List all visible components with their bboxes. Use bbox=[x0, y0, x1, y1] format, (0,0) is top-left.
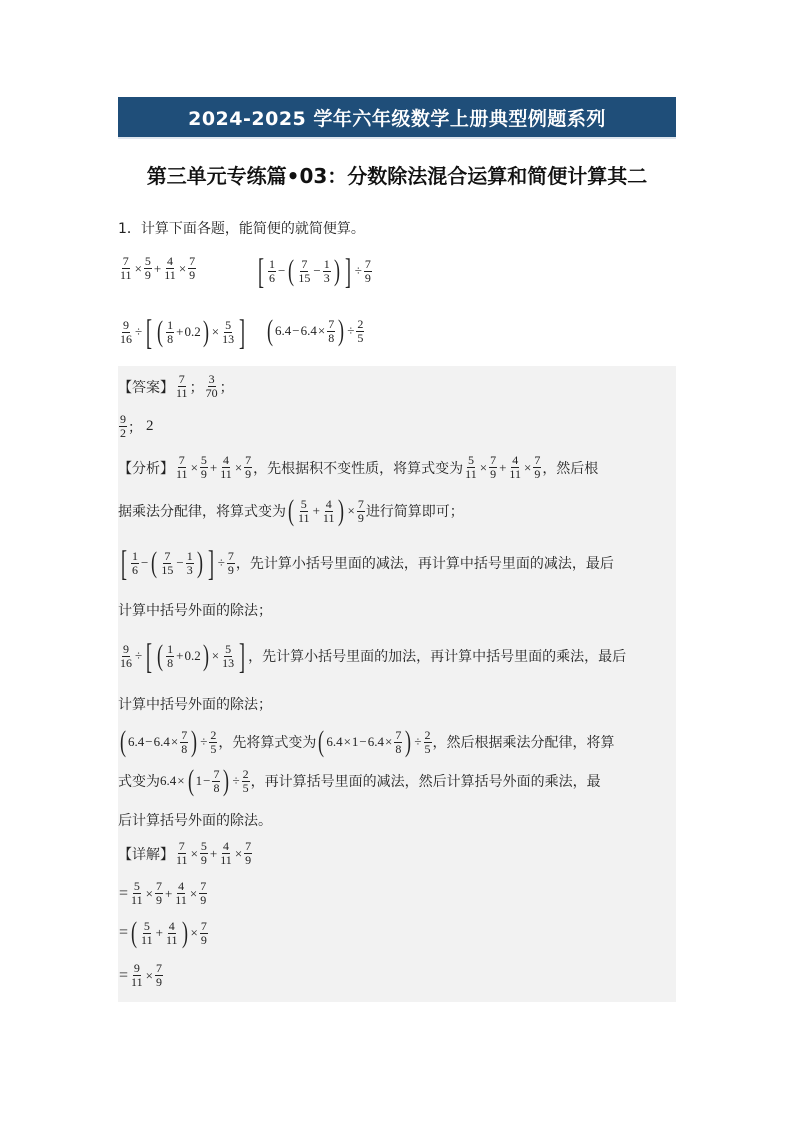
left-bracket: [ bbox=[146, 636, 153, 676]
fraction bbox=[242, 768, 250, 795]
equals-sign: = bbox=[119, 884, 129, 902]
problem-4-expression bbox=[265, 316, 365, 346]
analysis-text: 进行简算即可； bbox=[365, 504, 464, 520]
numerator: 7 bbox=[364, 256, 371, 271]
times-sign: × bbox=[145, 885, 153, 901]
numerator: 9 bbox=[123, 317, 129, 332]
numerator: 5 bbox=[144, 254, 151, 268]
denominator: 9 bbox=[364, 270, 371, 285]
fraction bbox=[209, 729, 217, 756]
denominator: 8 bbox=[395, 741, 402, 756]
left-paren: ( bbox=[157, 639, 164, 672]
numerator: 7 bbox=[181, 727, 188, 742]
number: 6.4 bbox=[275, 323, 292, 338]
numerator: 9 bbox=[133, 961, 140, 975]
numerator: 1 bbox=[269, 256, 275, 271]
numerator: 4 bbox=[178, 879, 185, 893]
times-sign: × bbox=[317, 323, 326, 338]
times-sign: × bbox=[190, 925, 198, 940]
numerator: 1 bbox=[167, 641, 174, 656]
right-bracket: ] bbox=[207, 543, 214, 583]
denominator: 9 bbox=[490, 467, 497, 481]
divide-sign: ÷ bbox=[414, 734, 422, 749]
denominator: 15 bbox=[298, 270, 311, 285]
denominator: 2 bbox=[120, 426, 126, 440]
denominator: 3 bbox=[186, 562, 193, 577]
analysis-text: 据乘法分配律，将算式变为 bbox=[118, 504, 286, 520]
denominator: 8 bbox=[181, 741, 188, 756]
numerator: 7 bbox=[328, 316, 335, 331]
question-text: 1．计算下面各题，能简便的就简便算。 bbox=[118, 221, 365, 237]
fraction bbox=[130, 962, 144, 989]
answer-label: 【答案】 bbox=[118, 379, 174, 396]
times-sign: × bbox=[190, 845, 198, 861]
fraction bbox=[221, 643, 235, 670]
fraction bbox=[175, 840, 189, 867]
divide-sign: ÷ bbox=[135, 324, 143, 339]
fraction bbox=[356, 318, 364, 345]
numerator: 5 bbox=[300, 496, 307, 511]
detail-line-1 bbox=[118, 840, 253, 867]
problem-1-expression bbox=[118, 255, 197, 282]
analysis-text: ，然后根据乘法分配律，将算 bbox=[432, 735, 615, 751]
fraction bbox=[180, 729, 188, 756]
times-sign: × bbox=[385, 734, 393, 749]
left-paren: ( bbox=[157, 315, 164, 348]
fraction bbox=[212, 768, 220, 795]
numerator: 4 bbox=[168, 918, 175, 933]
fraction bbox=[533, 454, 541, 481]
denominator: 5 bbox=[424, 741, 431, 756]
numerator: 9 bbox=[120, 412, 126, 426]
right-paren: ) bbox=[181, 916, 188, 949]
analysis-text: 式变为 bbox=[118, 774, 160, 790]
numerator: 7 bbox=[213, 766, 220, 781]
fraction bbox=[424, 729, 432, 756]
fraction bbox=[205, 373, 219, 400]
fraction bbox=[244, 454, 252, 481]
analysis-text: ，先计算小括号里面的加法，再计算中括号里面的乘法，最后 bbox=[248, 649, 627, 665]
detail-line-3 bbox=[118, 918, 209, 948]
times-sign: × bbox=[170, 734, 179, 749]
plus-sign: + bbox=[312, 503, 320, 518]
left-paren: ( bbox=[318, 725, 325, 758]
fraction bbox=[131, 550, 139, 577]
left-paren: ( bbox=[267, 314, 273, 347]
numerator: 5 bbox=[225, 641, 232, 656]
fraction bbox=[175, 454, 189, 481]
answer-value: 2 bbox=[146, 418, 154, 434]
numerator: 5 bbox=[225, 317, 232, 332]
denominator: 11 bbox=[165, 932, 178, 947]
right-bracket: ] bbox=[239, 636, 246, 676]
separator: ； bbox=[219, 379, 234, 396]
minus-sign: − bbox=[359, 734, 367, 749]
divide-sign: ÷ bbox=[354, 263, 362, 278]
numerator: 5 bbox=[133, 879, 140, 893]
fraction bbox=[364, 258, 372, 285]
numerator: 1 bbox=[167, 317, 174, 332]
fraction bbox=[199, 880, 207, 907]
numerator: 7 bbox=[122, 254, 129, 268]
analysis-label: 【分析】 bbox=[118, 460, 174, 477]
right-paren: ) bbox=[338, 494, 345, 527]
numerator: 7 bbox=[245, 453, 252, 467]
minus-sign: − bbox=[278, 263, 286, 278]
minus-sign: − bbox=[141, 555, 149, 570]
times-sign: × bbox=[479, 459, 488, 475]
right-bracket: ] bbox=[344, 251, 351, 291]
analysis-text: ，再计算括号里面的减法，然后计算括号外面的乘法，最 bbox=[250, 774, 601, 790]
analysis-line-6 bbox=[118, 694, 272, 714]
fraction bbox=[219, 840, 233, 867]
right-paren: ) bbox=[202, 639, 209, 672]
divide-sign: ÷ bbox=[135, 648, 143, 663]
right-bracket: ] bbox=[239, 312, 246, 352]
right-paren: ) bbox=[338, 314, 345, 347]
fraction bbox=[155, 880, 163, 907]
denominator: 11 bbox=[131, 975, 143, 989]
analysis-line-9 bbox=[118, 810, 272, 830]
plus-sign: + bbox=[209, 459, 218, 475]
number: 6.4 bbox=[367, 734, 385, 749]
numerator: 5 bbox=[200, 839, 207, 853]
number: 6.4 bbox=[160, 773, 177, 788]
denominator: 13 bbox=[222, 331, 235, 346]
numerator: 7 bbox=[178, 372, 185, 386]
numerator: 4 bbox=[223, 839, 230, 853]
divide-sign: ÷ bbox=[347, 323, 355, 338]
numerator: 7 bbox=[301, 256, 308, 271]
denominator: 11 bbox=[220, 853, 232, 867]
number: 6.4 bbox=[153, 734, 170, 749]
fraction bbox=[166, 643, 174, 670]
numerator: 3 bbox=[208, 372, 215, 386]
fraction bbox=[200, 454, 208, 481]
numerator: 7 bbox=[357, 496, 364, 511]
times-sign: × bbox=[190, 459, 198, 475]
fraction bbox=[200, 920, 208, 947]
banner-title: 2024-2025 学年六年级数学上册典型例题系列 bbox=[118, 97, 676, 139]
denominator: 11 bbox=[131, 893, 143, 907]
numerator: 7 bbox=[155, 961, 162, 975]
numerator: 7 bbox=[490, 453, 497, 467]
numerator: 4 bbox=[167, 254, 174, 268]
analysis-text: ，先计算小括号里面的减法，再计算中括号里面的减法，最后 bbox=[235, 556, 614, 572]
equals-sign: = bbox=[119, 924, 129, 941]
analysis-text: ，先根据积不变性质，将算式变为 bbox=[253, 460, 464, 477]
numerator: 5 bbox=[467, 453, 474, 467]
equals-sign: = bbox=[119, 966, 129, 984]
analysis-text: ，先将算式变为 bbox=[218, 735, 317, 751]
analysis-text: 计算中括号外面的除法； bbox=[118, 603, 272, 619]
fraction bbox=[464, 454, 478, 481]
fraction bbox=[297, 258, 311, 285]
denominator: 16 bbox=[120, 655, 132, 670]
times-sign: × bbox=[178, 260, 187, 276]
divide-sign: ÷ bbox=[232, 773, 240, 788]
left-bracket: [ bbox=[258, 251, 264, 291]
plus-sign: + bbox=[153, 260, 162, 276]
analysis-line-7 bbox=[118, 727, 615, 757]
denominator: 9 bbox=[189, 268, 196, 282]
numerator: 7 bbox=[227, 548, 234, 563]
denominator: 9 bbox=[200, 467, 207, 481]
denominator: 15 bbox=[161, 562, 174, 577]
analysis-line-5 bbox=[118, 638, 626, 674]
fraction bbox=[323, 258, 331, 285]
separator: ； bbox=[128, 419, 142, 436]
denominator: 6 bbox=[269, 270, 275, 285]
page-subtitle: 第三单元专练篇•03：分数除法混合运算和简便计算其二 bbox=[146, 164, 648, 188]
fraction bbox=[119, 643, 133, 670]
minus-sign: − bbox=[292, 323, 300, 338]
fraction bbox=[227, 550, 235, 577]
denominator: 70 bbox=[205, 386, 218, 400]
denominator: 9 bbox=[200, 853, 207, 867]
divide-sign: ÷ bbox=[217, 555, 225, 570]
divide-sign: ÷ bbox=[200, 734, 208, 749]
denominator: 8 bbox=[213, 780, 220, 795]
analysis-line-4 bbox=[118, 600, 272, 620]
denominator: 9 bbox=[144, 268, 151, 282]
analysis-line-2 bbox=[118, 496, 464, 526]
times-sign: × bbox=[189, 885, 198, 901]
detail-label: 【详解】 bbox=[118, 846, 174, 863]
fraction bbox=[268, 258, 276, 285]
fraction bbox=[200, 840, 208, 867]
number: 6.4 bbox=[326, 734, 343, 749]
numerator: 7 bbox=[178, 839, 185, 853]
right-paren: ) bbox=[223, 764, 230, 797]
left-paren: ( bbox=[151, 546, 158, 579]
denominator: 11 bbox=[164, 268, 176, 282]
separator: ； bbox=[189, 379, 204, 396]
numerator: 2 bbox=[357, 316, 364, 331]
numerator: 1 bbox=[323, 256, 330, 271]
fraction bbox=[140, 920, 154, 947]
left-paren: ( bbox=[131, 916, 138, 949]
fraction bbox=[119, 413, 127, 440]
right-paren: ) bbox=[405, 725, 412, 758]
denominator: 11 bbox=[176, 853, 188, 867]
right-paren: ) bbox=[333, 254, 340, 287]
numerator: 4 bbox=[223, 453, 230, 467]
denominator: 13 bbox=[222, 655, 235, 670]
answer-line-2 bbox=[118, 413, 154, 440]
numerator: 7 bbox=[164, 548, 171, 563]
number: 6.4 bbox=[300, 323, 317, 338]
fraction bbox=[244, 840, 252, 867]
analysis-line-8 bbox=[118, 766, 601, 796]
analysis-text: 计算中括号外面的除法； bbox=[118, 697, 272, 713]
denominator: 11 bbox=[120, 268, 132, 282]
minus-sign: − bbox=[313, 263, 321, 278]
denominator: 11 bbox=[298, 510, 310, 525]
numerator: 1 bbox=[186, 548, 193, 563]
right-paren: ) bbox=[202, 315, 209, 348]
fraction bbox=[186, 550, 194, 577]
denominator: 5 bbox=[242, 780, 249, 795]
times-sign: × bbox=[177, 773, 185, 788]
numerator: 5 bbox=[200, 453, 207, 467]
fraction bbox=[163, 255, 177, 282]
denominator: 11 bbox=[220, 467, 232, 481]
left-paren: ( bbox=[288, 254, 295, 287]
numerator: 4 bbox=[325, 496, 332, 511]
fraction bbox=[327, 318, 335, 345]
denominator: 8 bbox=[167, 331, 174, 346]
numerator: 2 bbox=[242, 766, 249, 781]
denominator: 11 bbox=[465, 467, 477, 481]
denominator: 9 bbox=[155, 975, 162, 989]
times-sign: × bbox=[347, 503, 355, 518]
denominator: 11 bbox=[176, 467, 188, 481]
fraction bbox=[508, 454, 522, 481]
denominator: 16 bbox=[120, 331, 132, 346]
minus-sign: − bbox=[145, 734, 153, 749]
analysis-line-3 bbox=[118, 545, 614, 581]
right-paren: ) bbox=[196, 546, 203, 579]
fraction bbox=[297, 498, 311, 525]
denominator: 9 bbox=[245, 853, 252, 867]
plus-sign: + bbox=[176, 324, 184, 339]
denominator: 9 bbox=[227, 562, 234, 577]
plus-sign: + bbox=[155, 925, 163, 940]
fraction bbox=[160, 550, 174, 577]
numerator: 7 bbox=[245, 839, 252, 853]
fraction bbox=[394, 729, 402, 756]
analysis-text: 后计算括号外面的除法。 bbox=[118, 813, 272, 829]
times-sign: × bbox=[211, 648, 220, 663]
fraction bbox=[119, 255, 133, 282]
denominator: 9 bbox=[200, 893, 207, 907]
numerator: 5 bbox=[143, 918, 150, 933]
left-paren: ( bbox=[288, 494, 294, 527]
times-sign: × bbox=[145, 967, 153, 983]
numerator: 9 bbox=[123, 641, 129, 656]
left-bracket: [ bbox=[146, 312, 153, 352]
numerator: 7 bbox=[395, 727, 402, 742]
number: 1 bbox=[195, 773, 203, 788]
denominator: 11 bbox=[175, 893, 187, 907]
detail-line-4 bbox=[118, 962, 164, 989]
numerator: 4 bbox=[512, 453, 519, 467]
times-sign: × bbox=[211, 324, 220, 339]
times-sign: × bbox=[234, 845, 243, 861]
fraction bbox=[322, 498, 336, 525]
denominator: 11 bbox=[509, 467, 521, 481]
plus-sign: + bbox=[176, 648, 184, 663]
analysis-line-1 bbox=[118, 454, 598, 481]
denominator: 9 bbox=[534, 467, 541, 481]
denominator: 3 bbox=[323, 270, 330, 285]
problem-2-expression bbox=[255, 253, 373, 289]
fraction bbox=[144, 255, 152, 282]
numerator: 7 bbox=[200, 879, 207, 893]
numerator: 7 bbox=[189, 254, 196, 268]
left-paren: ( bbox=[120, 725, 126, 758]
plus-sign: + bbox=[164, 885, 173, 901]
fraction bbox=[175, 373, 189, 400]
fraction bbox=[188, 255, 196, 282]
fraction bbox=[165, 920, 179, 947]
denominator: 9 bbox=[245, 467, 252, 481]
numerator: 2 bbox=[424, 727, 431, 742]
denominator: 11 bbox=[141, 932, 153, 947]
denominator: 8 bbox=[167, 655, 174, 670]
denominator: 9 bbox=[155, 893, 162, 907]
number: 0.2 bbox=[184, 324, 201, 339]
left-paren: ( bbox=[187, 764, 194, 797]
fraction bbox=[166, 319, 174, 346]
numerator: 2 bbox=[210, 727, 217, 742]
fraction bbox=[221, 319, 235, 346]
minus-sign: − bbox=[203, 773, 211, 788]
plus-sign: + bbox=[209, 845, 218, 861]
number: 0.2 bbox=[184, 648, 201, 663]
times-sign: × bbox=[523, 459, 532, 475]
right-paren: ) bbox=[191, 725, 198, 758]
numerator: 7 bbox=[155, 879, 162, 893]
denominator: 9 bbox=[357, 510, 364, 525]
denominator: 5 bbox=[210, 741, 217, 756]
left-bracket: [ bbox=[121, 543, 127, 583]
denominator: 9 bbox=[200, 932, 207, 947]
problem-3-expression bbox=[118, 314, 248, 350]
fraction bbox=[219, 454, 233, 481]
times-sign: × bbox=[234, 459, 243, 475]
analysis-text: ，然后根 bbox=[542, 460, 599, 477]
times-sign: × bbox=[134, 260, 142, 276]
fraction bbox=[155, 962, 163, 989]
minus-sign: − bbox=[176, 555, 184, 570]
fraction bbox=[174, 880, 188, 907]
number: 6.4 bbox=[128, 734, 145, 749]
times-sign: × bbox=[343, 734, 351, 749]
plus-sign: + bbox=[499, 459, 507, 475]
denominator: 8 bbox=[328, 330, 335, 345]
denominator: 11 bbox=[322, 510, 335, 525]
fraction bbox=[130, 880, 144, 907]
fraction bbox=[357, 498, 365, 525]
denominator: 5 bbox=[357, 330, 364, 345]
numerator: 7 bbox=[534, 453, 541, 467]
denominator: 6 bbox=[132, 562, 138, 577]
number: 1 bbox=[351, 734, 359, 749]
fraction bbox=[119, 319, 133, 346]
denominator: 11 bbox=[176, 386, 188, 400]
numerator: 1 bbox=[132, 548, 138, 563]
numerator: 7 bbox=[200, 918, 207, 933]
numerator: 7 bbox=[178, 453, 185, 467]
detail-line-2 bbox=[118, 880, 208, 907]
fraction bbox=[489, 454, 497, 481]
answer-line bbox=[118, 373, 234, 400]
